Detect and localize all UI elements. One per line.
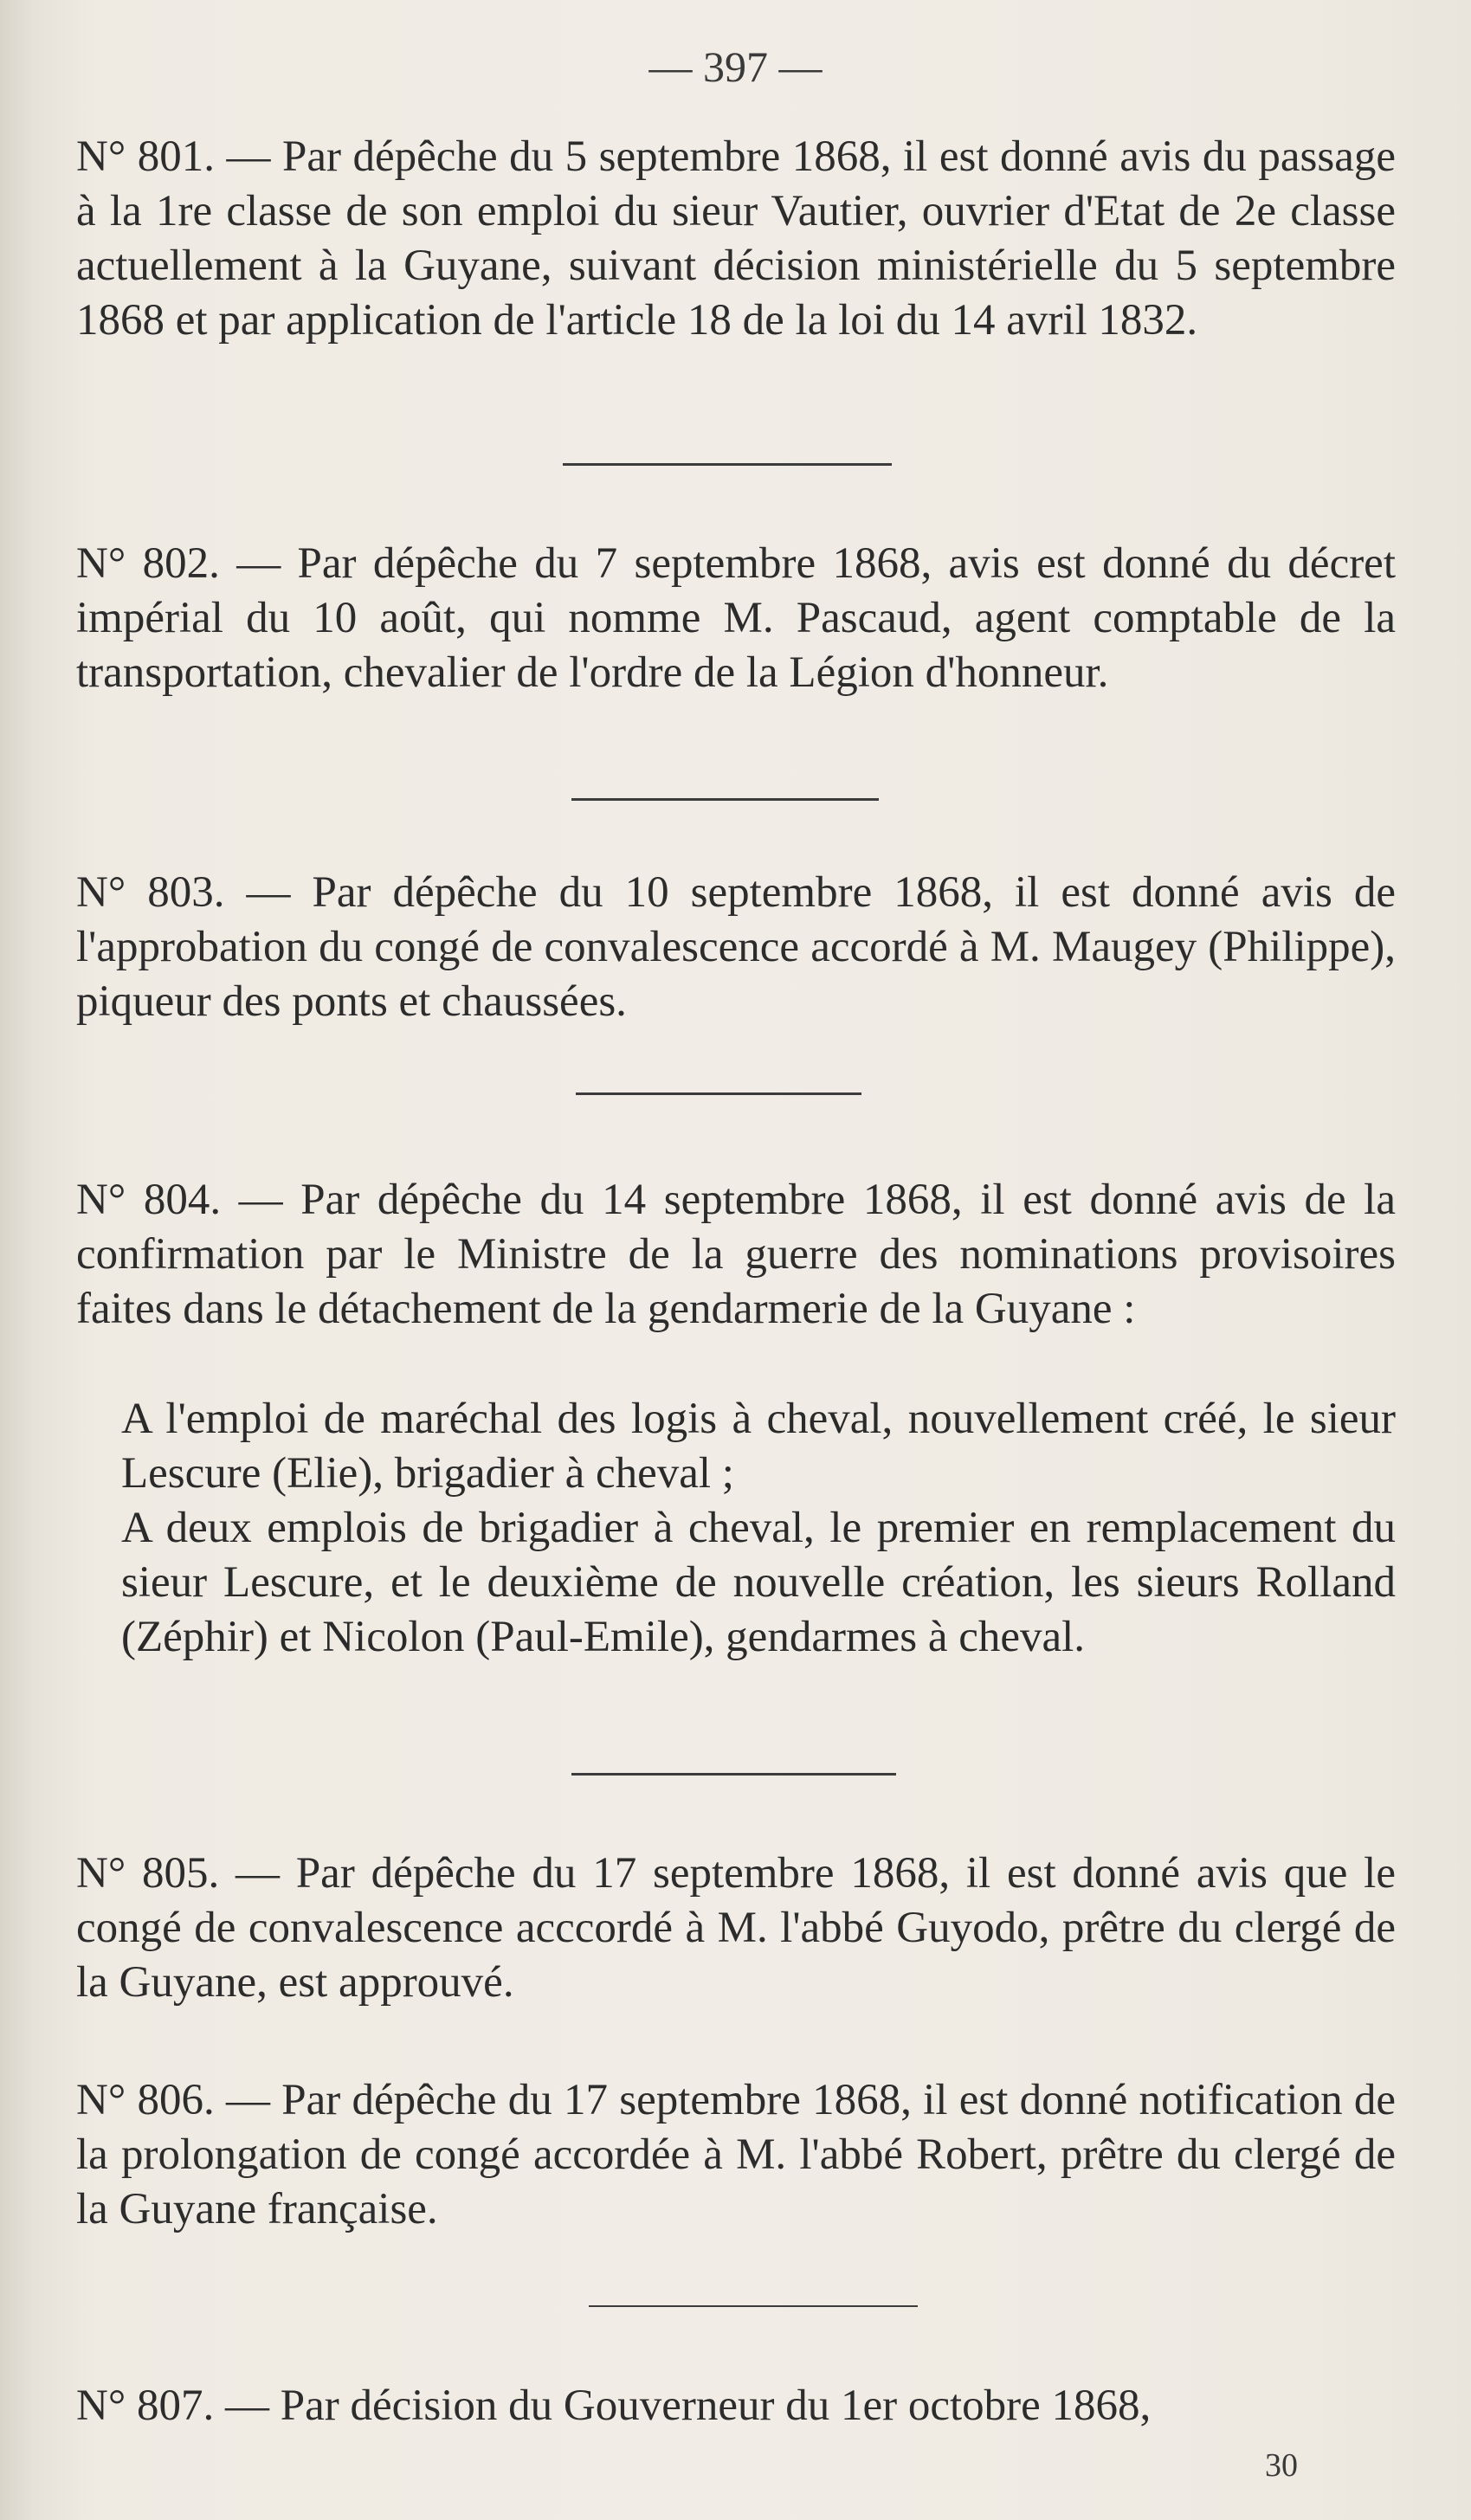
page-number: — 397 — (648, 42, 823, 91)
entry-803: N° 803. — Par dépêche du 10 septembre 1868, il est donné avis de l'approbation du congé de convalescence accordé à M. Maugey (Philippe), piqueur des ponts et chaussées. (76, 868, 1396, 1026)
separator-rule (563, 463, 892, 466)
folio-signature: 30 (1265, 2447, 1298, 2484)
entry-801: N° 801. — Par dépêche du 5 septembre 1868, il est donné avis du passage à la 1re classe de son emploi du sieur Vautier, ouvrier d'Etat de 2e classe actuellement à la Guyane, suivant décision ministérielle du 5 septembre 1868 et par application de l'article 18 de la loi du 14 avril 1832. (76, 132, 1396, 345)
separator-rule (589, 2305, 918, 2307)
entry-802: N° 802. — Par dépêche du 7 septembre 1868, avis est donné du décret impérial du 10 août, qui nomme M. Pascaud, agent comptable de la transportation, chevalier de l'ordre de la Légion d'honneur. (76, 539, 1396, 697)
entry-804: N° 804. — Par dépêche du 14 septembre 1868, il est donné avis de la confirmation par le Ministre de la guerre des nominations provisoires faites dans le détachement de la gendarmerie de la Guyane : (76, 1176, 1396, 1333)
entry-806: N° 806. — Par dépêche du 17 septembre 1868, il est donné notification de la prolongation de congé accordée à M. l'abbé Robert, prêtre du clergé de la Guyane française. (76, 2076, 1396, 2233)
entry-804-item-2: A deux emplois de brigadier à cheval, le premier en remplacement du sieur Lescure, et le deuxième de nouvelle création, les sieurs Rolland (Zéphir) et Nicolon (Paul-Emile), gendarmes à cheval. (121, 1504, 1396, 1661)
separator-rule (571, 1773, 896, 1776)
separator-rule (576, 1092, 861, 1095)
entry-807: N° 807. — Par décision du Gouverneur du 1er octobre 1868, (76, 2381, 1152, 2430)
separator-rule (571, 798, 879, 801)
entry-805: N° 805. — Par dépêche du 17 septembre 1868, il est donné avis que le congé de convalescence acccordé à M. l'abbé Guyodo, prêtre du clergé de la Guyane, est approuvé. (76, 1849, 1396, 2007)
entry-804-item-1: A l'emploi de maréchal des logis à cheval, nouvellement créé, le sieur Lescure (Elie), brigadier à cheval ; (121, 1395, 1396, 1498)
